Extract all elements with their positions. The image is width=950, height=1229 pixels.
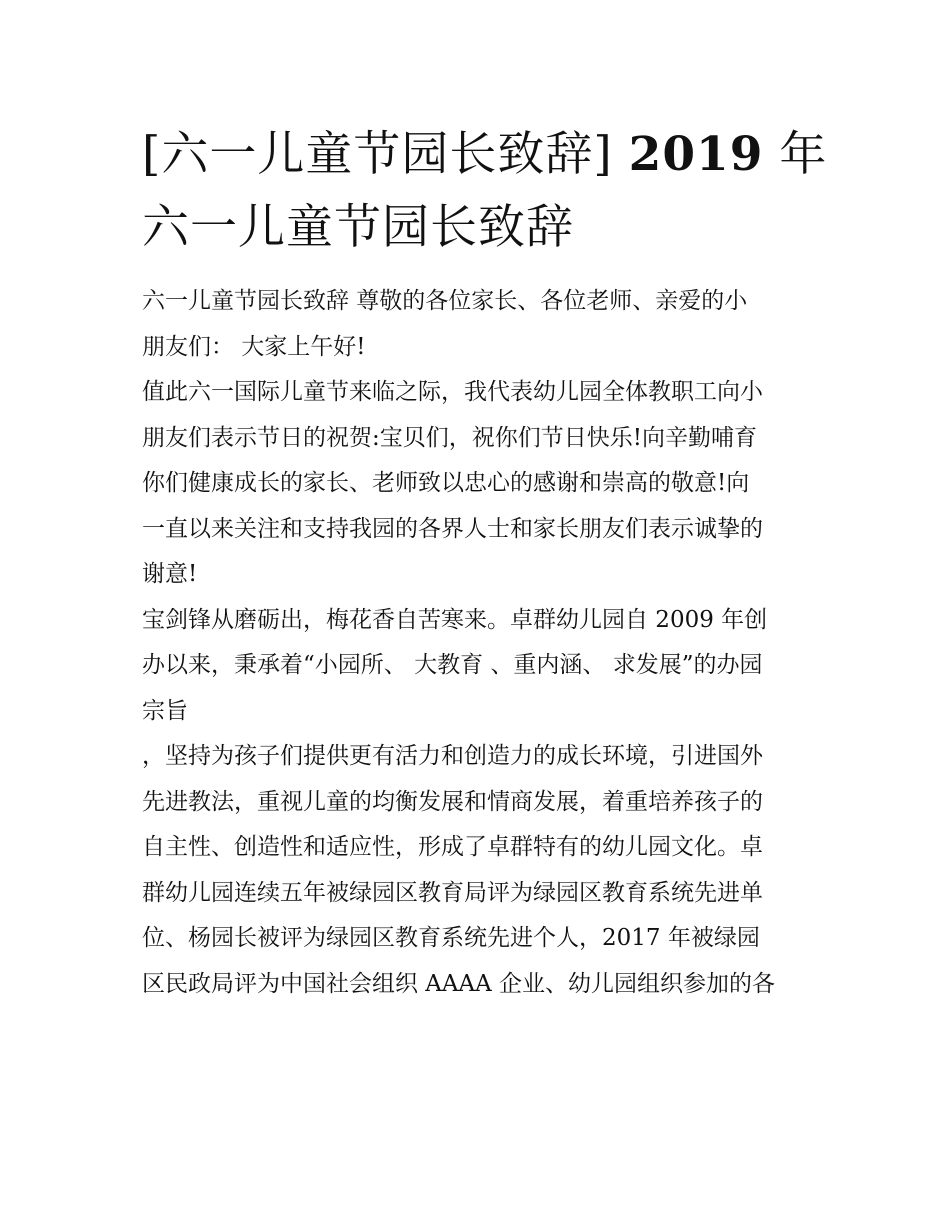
body-line: 自主性、创造性和适应性，形成了卓群特有的幼儿园文化。卓 <box>142 834 763 860</box>
body-line: 区民政局评为中国社会组织 AAAA 企业、幼儿园组织参加的各 <box>142 970 776 997</box>
document-title <box>142 118 832 264</box>
body-line: 朋友们表示节日的祝贺:宝贝们，祝你们节日快乐!向辛勤哺育 <box>142 424 757 451</box>
body-line: 宗旨 <box>142 697 188 724</box>
title-bracket-text: [六一儿童节园长致辞] <box>142 127 629 182</box>
body-line: 位、杨园长被评为绿园区教育系统先进个人，2017 年被绿园 <box>142 925 760 951</box>
body-line: 六一儿童节园长致辞 尊敬的各位家长、各位老师、亲爱的小 <box>142 288 748 314</box>
title-line-2: 六一儿童节园长致辞 <box>142 200 574 255</box>
body-line: 群幼儿园连续五年被绿园区教育局评为绿园区教育系统先进单 <box>142 879 763 906</box>
body-line: 一直以来关注和支持我园的各界人士和家长朋友们表示诚挚的 <box>142 515 763 542</box>
title-line-1 <box>142 118 832 191</box>
body-line: 朋友们： 大家上午好! <box>142 333 366 360</box>
body-line: 先进教法，重视儿童的均衡发展和情商发展，着重培养孩子的 <box>142 788 763 815</box>
title-year: 2019 <box>628 127 764 182</box>
body-line: 你们健康成长的家长、老师致以忠心的感谢和崇高的敬意!向 <box>142 470 750 496</box>
body-line: 办以来，秉承着“小园所、 大教育 、重内涵、 求发展”的办园 <box>142 652 763 678</box>
title-year-suffix: 年 <box>763 127 828 182</box>
body-line: 宝剑锋从磨砺出，梅花香自苦寒来。卓群幼儿园自 2009 年创 <box>142 606 768 633</box>
body-line: 谢意! <box>142 561 198 587</box>
document-body <box>142 279 822 1007</box>
body-line: ，坚持为孩子们提供更有活力和创造力的成长环境，引进国外 <box>142 743 763 769</box>
body-line: 值此六一国际儿童节来临之际，我代表幼儿园全体教职工向小 <box>142 379 763 405</box>
